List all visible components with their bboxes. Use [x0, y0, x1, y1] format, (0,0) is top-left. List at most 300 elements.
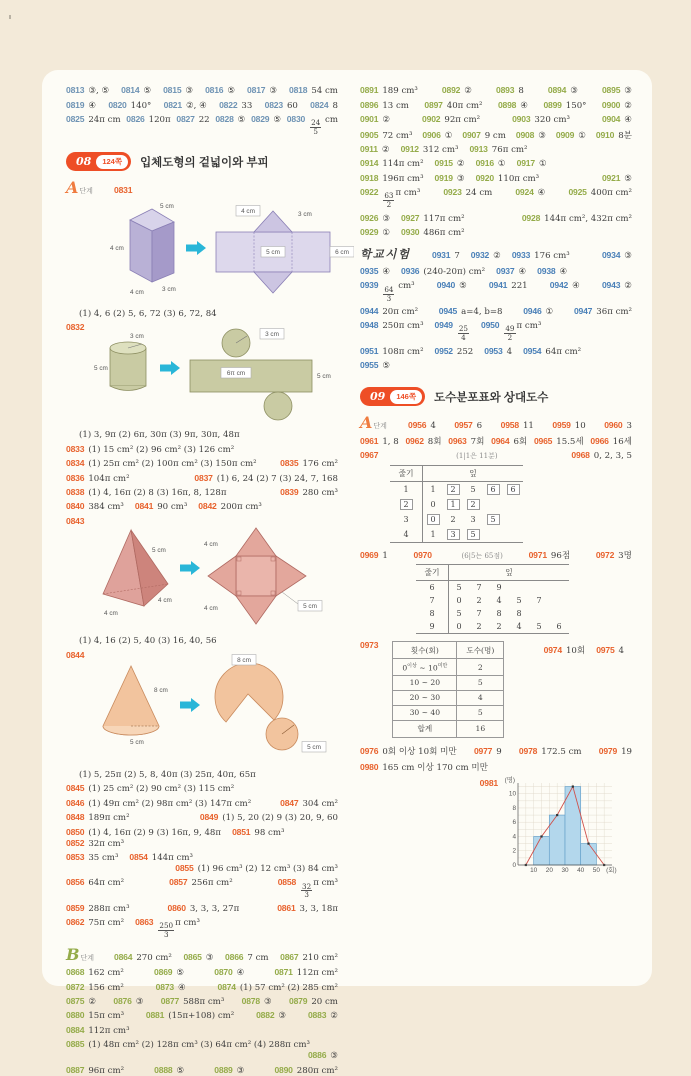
arrow-icon: [186, 241, 206, 255]
svg-text:4: 4: [512, 833, 516, 841]
histogram-chart: [502, 776, 628, 880]
answer-number: 0886: [307, 1050, 327, 1061]
answer-item: [66, 114, 121, 125]
pyramid-figure: [86, 516, 338, 628]
section-header: [66, 152, 338, 171]
answer-number: 0859: [66, 902, 85, 913]
leaf-cell: [483, 527, 503, 543]
answer-item: [79, 770, 256, 780]
answer-number: 0847: [280, 797, 299, 808]
answer-line: [66, 100, 338, 111]
leaf-cell: 0: [456, 596, 462, 606]
leaf-cell: 2: [476, 622, 482, 632]
answer-item: [481, 320, 541, 342]
stem-leaf-row: [416, 607, 569, 620]
stem-leaf-row: [416, 581, 569, 595]
answer-text: ⑤: [459, 281, 467, 292]
answer-item: [135, 501, 187, 512]
answer-group: [66, 430, 338, 512]
leaf-cell: 2: [496, 622, 502, 632]
answer-text: ④: [559, 266, 568, 277]
answer-item: [360, 227, 390, 238]
answer-item: [66, 903, 130, 914]
answer-item: [219, 100, 252, 111]
answer-item: [360, 550, 388, 561]
answer-line: [360, 114, 632, 125]
answer-item: [247, 85, 277, 96]
column-header: 도수(명): [457, 642, 504, 659]
answer-line: [360, 549, 632, 561]
answer-number: 0863: [135, 917, 154, 928]
answer-item: [437, 280, 467, 291]
answer-item: [516, 130, 546, 141]
answer-line: [66, 1025, 338, 1036]
histogram-bar: [565, 787, 581, 865]
stem-and-leaf-table: [416, 564, 569, 634]
answer-number: 0857: [169, 877, 188, 888]
answer-item: [135, 917, 200, 939]
answer-text: ②: [464, 86, 472, 97]
leaf-cell: 1: [430, 484, 436, 494]
answer-number: 0901: [360, 114, 379, 125]
table-row: [393, 720, 504, 737]
answer-number: 0978: [518, 746, 538, 757]
answer-text: ②: [330, 1011, 338, 1022]
answer-number: 0826: [126, 114, 145, 125]
answer-number: 0940: [436, 280, 456, 291]
answer-text: 13 cm: [382, 100, 409, 111]
table-cell: 16: [457, 720, 504, 737]
cone-figure: [86, 650, 338, 762]
answer-number: 0867: [280, 952, 299, 963]
answer-line: [66, 798, 338, 809]
answer-text: ④: [572, 281, 580, 292]
answer-item: [163, 85, 193, 96]
answer-number: 0973: [360, 640, 379, 651]
answer-number: 0893: [496, 85, 515, 96]
svg-text:0: 0: [512, 861, 516, 869]
answer-number: 0848: [66, 812, 85, 823]
answer-number: 0916: [475, 158, 494, 169]
section-page-ref: 124쪽: [96, 155, 128, 169]
arrow-icon: [180, 561, 200, 575]
answer-item: [432, 250, 460, 261]
leaf-cell: 7: [536, 596, 542, 606]
svg-text:8 cm: 8 cm: [154, 686, 169, 694]
answer-item: [66, 996, 96, 1007]
answer-number: 0968: [571, 450, 590, 461]
answer-text: a=4, b=8: [461, 306, 503, 317]
answer-text: ⑤: [382, 361, 391, 372]
leaf-cell: [483, 481, 503, 497]
answer-item: [66, 100, 96, 111]
stem-cell: 4: [390, 527, 423, 543]
leaf-header: 잎: [423, 465, 524, 481]
leaf-cell: [549, 607, 569, 620]
answer-text: (1) 5, 25π (2) 5, 8, 40π (3) 25π, 40π, 65π: [79, 769, 256, 780]
svg-text:3 cm: 3 cm: [265, 331, 280, 339]
answer-text: 270 cm²: [136, 953, 172, 964]
section-title: 도수분포표와 상대도수: [434, 391, 549, 404]
answer-item: [360, 450, 382, 460]
leaf-cell: 5: [516, 596, 522, 606]
answer-number: 0958: [500, 420, 519, 431]
answer-number: 0969: [360, 549, 379, 560]
answer-line: [66, 636, 338, 646]
leaf-cell: 2: [450, 514, 456, 524]
answer-item: [512, 250, 570, 261]
svg-text:2: 2: [512, 847, 516, 855]
answer-line: [360, 266, 632, 277]
answer-item: [596, 549, 632, 561]
answer-text: ④: [624, 115, 632, 126]
answer-item: [225, 952, 269, 963]
fraction: $\frac{24}{5}$: [311, 118, 321, 137]
answer-text: 144π cm², 432π cm²: [544, 213, 632, 224]
leaf-cell: 1: [430, 529, 436, 539]
answer-item: [360, 761, 488, 773]
leaf-cell: [483, 497, 503, 512]
answer-text: 9: [496, 747, 502, 758]
stem-leaf-row: [390, 512, 523, 527]
answer-item: [408, 420, 436, 431]
stage-letter: B: [66, 945, 80, 965]
answer-text: ③, ⑤: [88, 86, 110, 97]
stem-header: 줄기: [390, 465, 423, 481]
answer-box: 0: [427, 514, 440, 525]
answer-text: ③: [263, 997, 272, 1007]
answer-item: [280, 952, 338, 963]
answer-text: 10회: [565, 645, 586, 656]
answer-text: ③: [135, 997, 144, 1007]
answer-number: 0882: [256, 1010, 275, 1021]
answer-item: [66, 877, 124, 888]
answer-text: ①: [578, 130, 586, 141]
answer-number: 0964: [491, 436, 510, 447]
answer-text: 54 cm: [311, 86, 338, 97]
answer-line: [360, 450, 632, 461]
page-margin-mark: [9, 15, 11, 19]
answer-text: 16세: [612, 437, 632, 448]
answer-text: 75π cm²: [88, 918, 125, 929]
leaf-cell: 0: [430, 499, 436, 509]
answer-item: [66, 1025, 130, 1036]
answer-number: 0827: [176, 114, 195, 125]
prism-figure: [102, 200, 354, 300]
answer-box: 2: [467, 499, 480, 510]
answer-text: 176 cm³: [534, 250, 570, 261]
leaf-cell: [529, 581, 549, 595]
answer-item: [289, 996, 338, 1007]
answer-number: 0942: [549, 280, 569, 291]
answer-item: [79, 309, 217, 319]
answer-number: 0957: [454, 420, 473, 431]
leaf-cell: 7: [476, 609, 482, 619]
answer-line: [360, 360, 632, 371]
stage-answers: [432, 250, 632, 261]
answer-item: [79, 636, 217, 646]
answer-item: [360, 360, 390, 371]
answer-text: 6회: [513, 437, 528, 448]
fraction: $\frac{49}{2}$: [505, 324, 515, 343]
answer-item: [66, 827, 221, 838]
answer-item: [66, 838, 124, 849]
answer-box: 3: [447, 529, 460, 540]
answer-number: 0891: [360, 85, 379, 96]
svg-text:20: 20: [545, 866, 553, 874]
answer-number: 0830: [286, 114, 306, 125]
answer-item: [242, 996, 272, 1007]
answer-line: [66, 444, 338, 455]
answer-text: ③: [185, 86, 194, 97]
answer-number: 0851: [232, 826, 251, 837]
stem-cell: 7: [416, 594, 449, 607]
answer-text: (1) 48π cm² (2) 128π cm³ (3) 64π cm² (4) 288π cm³: [88, 1040, 310, 1051]
answer-text: ①: [382, 227, 391, 238]
stage-answers: [408, 420, 632, 431]
answer-item: [232, 827, 284, 838]
answer-text: 114π cm²: [382, 159, 424, 170]
answer-line: [360, 306, 632, 317]
section-number: 09: [370, 390, 386, 404]
leaf-cell: [529, 607, 549, 620]
answer-text: 19: [621, 747, 632, 758]
answer-text: 1: [382, 550, 388, 561]
leaf-cell: 8: [496, 609, 502, 619]
answer-number: 0898: [497, 99, 517, 110]
answer-text: ③: [382, 213, 391, 224]
answer-text: 24 cm: [465, 188, 493, 199]
fraction: $\frac{63}{2}$: [384, 191, 394, 210]
answer-item: [602, 173, 632, 184]
answer-number: 0953: [484, 345, 503, 356]
stage-sub-label: 단계: [80, 955, 95, 963]
answer-text: 288π cm³: [88, 903, 130, 914]
answer-number: 0920: [475, 172, 494, 183]
answer-text: 15.5세: [556, 437, 584, 448]
answer-item: [512, 114, 570, 125]
answer-number: 0864: [114, 952, 133, 963]
svg-text:30: 30: [561, 866, 569, 874]
answer-number: 0855: [175, 862, 194, 873]
answer-item: [156, 982, 186, 993]
table-body: [416, 581, 569, 634]
section-page-ref: 146쪽: [390, 390, 422, 404]
answer-item: [360, 213, 390, 224]
answer-text: 250π cm³: [382, 321, 424, 332]
answer-number: 0843: [66, 515, 85, 526]
answer-number: 0813: [66, 85, 85, 96]
answer-number: 0870: [214, 967, 233, 978]
answer-number: 0889: [214, 1064, 233, 1075]
answer-line: [66, 903, 338, 914]
answer-item: [435, 346, 474, 357]
answer-text: ③: [236, 1065, 245, 1076]
answer-text: 400π cm²: [590, 188, 632, 199]
answer-item: [256, 1010, 286, 1021]
answer-number: 0937: [496, 265, 515, 276]
answer-item: [126, 114, 170, 125]
answer-number: 0935: [360, 265, 379, 276]
frequency-table-block: [360, 640, 632, 742]
answer-text: ①: [444, 130, 453, 141]
svg-text:4 cm: 4 cm: [130, 289, 144, 297]
answer-item: [66, 917, 124, 928]
table-head: [390, 465, 523, 481]
answer-item: [66, 798, 251, 809]
answer-item: [422, 114, 480, 125]
svg-text:4 cm: 4 cm: [204, 540, 219, 548]
answer-line: [114, 952, 338, 963]
answer-text: 110π cm³: [497, 173, 540, 184]
answer-item: [66, 982, 124, 993]
answer-number: 0966: [590, 436, 609, 447]
left-column: [66, 82, 349, 1076]
answer-text: 60: [286, 100, 298, 111]
answer-number: 0930: [401, 226, 420, 237]
answer-item: [401, 144, 459, 155]
arrow-icon: [160, 361, 180, 375]
answer-item: [413, 550, 435, 560]
answer-line: [360, 280, 632, 302]
table-cell: 2: [457, 659, 504, 676]
answer-number: 0927: [401, 212, 420, 223]
dimension-label-box: [330, 247, 354, 258]
answer-text: ⑤: [176, 1065, 185, 1076]
answer-text: [457, 321, 470, 342]
stem-leaf-row: [416, 620, 569, 634]
answer-text: 256π cm²: [191, 878, 233, 889]
answer-number: 0823: [264, 99, 283, 110]
answer-number: 0979: [598, 746, 618, 757]
answer-text: 1, 8: [382, 437, 399, 448]
answer-number: 0832: [66, 322, 85, 333]
answer-number: 0932: [470, 249, 490, 260]
answer-text: 7 cm: [247, 953, 269, 964]
answer-item: [519, 746, 582, 757]
answer-text: (1) 25 cm² (2) 90 cm² (3) 115 cm²: [88, 784, 235, 795]
answer-item: [66, 501, 124, 512]
cylinder-figure: [86, 322, 338, 422]
answer-item: [194, 473, 338, 484]
leaf-cell: 7: [476, 583, 482, 593]
answer-line: [360, 129, 632, 141]
answer-text: 196π cm³: [382, 173, 424, 184]
leaf-cell: [443, 527, 463, 543]
answer-number: 0856: [66, 877, 85, 888]
answer-number: 0909: [555, 129, 575, 140]
table-header-row: [393, 642, 504, 659]
answer-text: 200π cm³: [220, 502, 262, 513]
answer-text: $\frac{32}{3}$ π cm³: [302, 878, 338, 900]
answer-text: 4: [506, 346, 513, 357]
answer-number: 0897: [424, 99, 443, 110]
answer-text: 36π cm²: [596, 306, 632, 317]
answer-group: [66, 309, 338, 319]
answer-text: ⑤: [237, 115, 246, 126]
answer-number: 0814: [121, 85, 140, 96]
answer-item: [154, 967, 184, 978]
dimension-label-box: [236, 206, 260, 217]
answer-number: 0849: [199, 812, 219, 823]
stage-sub-label: 단계: [79, 188, 93, 196]
table-body: [390, 481, 523, 542]
histogram-bar: [581, 844, 597, 865]
answer-text: (1) 4, 6 (2) 5, 6, 72 (3) 6, 72, 84: [79, 308, 217, 319]
answer-text: ①: [538, 159, 547, 170]
stage-marker: [66, 180, 114, 196]
table-cell: 5: [457, 705, 504, 720]
answer-number: 0838: [66, 486, 85, 497]
answer-text: 0회 이상 10회 미만: [382, 747, 457, 758]
answer-text: 33: [241, 100, 253, 111]
answer-item: [200, 812, 338, 823]
answer-number: 0836: [66, 472, 85, 483]
answer-text: 189 cm³: [382, 86, 418, 97]
answer-text: 588π cm³: [183, 997, 225, 1007]
answer-line: [360, 320, 632, 342]
chart-drawing: [502, 776, 628, 885]
answer-item: [537, 266, 567, 277]
answer-item: [435, 158, 465, 169]
stage-row: [360, 246, 632, 262]
answer-text: ④: [518, 266, 527, 277]
answer-text: ③: [570, 86, 578, 97]
answer-text: ①: [545, 306, 554, 317]
stage-row: [360, 415, 632, 431]
answer-item: [277, 903, 338, 914]
stage-letter: A: [360, 413, 373, 433]
answer-text: (240-20π) cm²: [423, 266, 486, 277]
answer-number: 0900: [601, 99, 621, 110]
answer-item: [360, 320, 424, 331]
answer-item: [596, 129, 632, 141]
answer-text: (1) 4, 16π (2) 8 (3) 16π, 8, 128π: [88, 487, 227, 498]
answer-box: 5: [467, 529, 480, 540]
answer-number: 0819: [66, 99, 85, 110]
answer-number: 0981: [479, 777, 498, 788]
stage-answers: [114, 952, 338, 963]
answer-text: 4: [618, 645, 624, 656]
answer-group: [66, 85, 338, 136]
exam-section-label: 학교시험: [360, 246, 411, 261]
leaf-cell: [503, 481, 523, 497]
answer-item: [114, 952, 172, 963]
leaf-cell: 5: [536, 622, 542, 632]
answer-text: $\frac{49}{2}$ π cm³: [505, 321, 542, 343]
answer-number: 0974: [543, 644, 562, 655]
section-badge: [66, 152, 131, 171]
answer-text: ②: [382, 115, 391, 126]
answer-number: 0919: [434, 172, 453, 183]
answer-number: 0902: [422, 114, 441, 125]
answer-line: [360, 745, 632, 757]
answer-number: 0945: [438, 305, 458, 316]
answer-item: [534, 435, 584, 447]
answer-group: [360, 85, 632, 238]
answer-number: 0954: [523, 345, 542, 356]
svg-text:5 cm: 5 cm: [317, 373, 332, 381]
answer-text: ②: [381, 144, 390, 155]
answer-text: 20 cm: [311, 997, 338, 1007]
answer-line: [66, 1010, 338, 1021]
answer-item: [439, 306, 503, 317]
answer-text: 8: [518, 86, 524, 97]
answer-number: 0850: [66, 826, 85, 837]
answer-text: 252: [456, 346, 474, 357]
stage-sub-label: 단계: [373, 423, 387, 431]
answer-number: 0913: [469, 143, 488, 154]
